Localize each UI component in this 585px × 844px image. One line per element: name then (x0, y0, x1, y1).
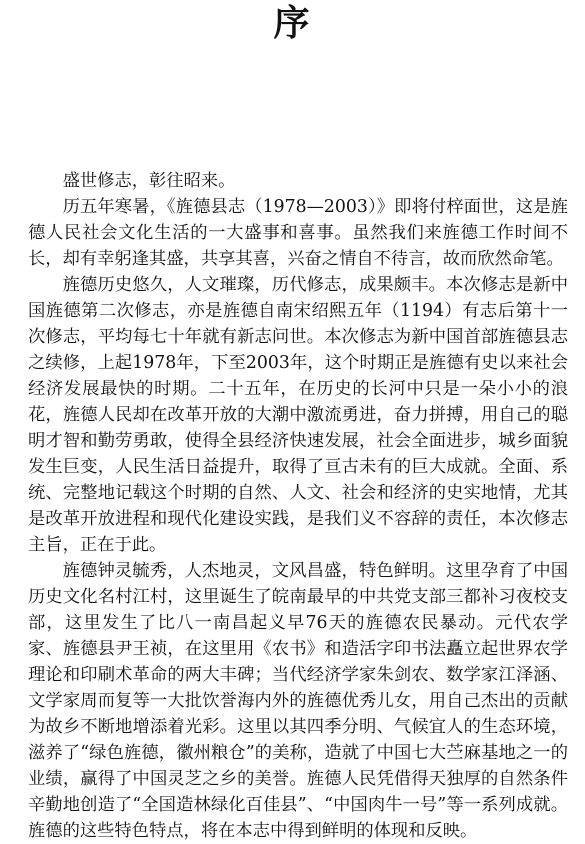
paragraph: 历五年寒暑，《旌德县志（1978—2003）》即将付梓面世，这是旌德人民社会文化生活的一大盛事和喜事。虽然我们来旌德工作时间不长，却有幸躬逢其盛，共享其喜，兴奋之情自不待言，故而欣然命笔。 (28, 197, 568, 269)
preface-body (28, 168, 568, 844)
paragraph: 盛世修志，彰往昭来。 (62, 171, 236, 191)
paragraph: 旌德历史悠久，人文璀璨，历代修志，成果颇丰。本次修志是新中国旌德第二次修志，亦是旌德自南宋绍熙五年（1194）有志后第十一次修志，平均每七十年就有新志问世。本次修志为新中国首部旌德县志之续修，上起1978年，下至2003年，这个时期正是旌德有史以来社会经济发展最快的时期。二十五年，在历史的长河中只是一朵小小的浪花，旌德人民却在改革开放的大潮中激流勇进，奋力拼搏，用自己的聪明才智和勤劳勇敢，使得全县经济快速发展，社会全面进步，城乡面貌发生巨变，人民生活日益提升，取得了亘古未有的巨大成就。全面、系统、完整地记载这个时期的自然、人文、社会和经济的史实地情，尤其是改革开放进程和现代化建设实践，是我们义不容辞的责任，本次修志主旨，正在于此。 (28, 275, 568, 555)
paragraph: 旌德钟灵毓秀，人杰地灵，文风昌盛，特色鲜明。这里孕育了中国历史文化名村江村，这里诞生了皖南最早的中共党支部三都补习夜校支部，这里发生了比八一南昌起义早76天的旌德农民暴动。元代农学家、旌德县尹王祯，在这里用《农书》和造活字印书法矗立起世界农学理论和印刷术革命的两大丰碑；当代经济学家朱剑农、数学家江泽涵、文学家周而复等一大批饮誉海内外的旌德优秀儿女，用自己杰出的贡献为故乡不断地增添着光彩。这里以其四季分明、气候宜人的生态环境，滋养了“绿色旌德，徽州粮仓”的美称，造就了中国七大苎麻基地之一的业绩，赢得了中国灵芝之乡的美誉。旌德人民凭借得天独厚的自然条件辛勤地创造了“全国造林绿化百佳县”、“中国肉牛一号”等一系列成就。旌德的这些特色特点，将在本志中得到鲜明的体现和反映。 (28, 561, 568, 841)
page-title: 序 (273, 3, 312, 44)
